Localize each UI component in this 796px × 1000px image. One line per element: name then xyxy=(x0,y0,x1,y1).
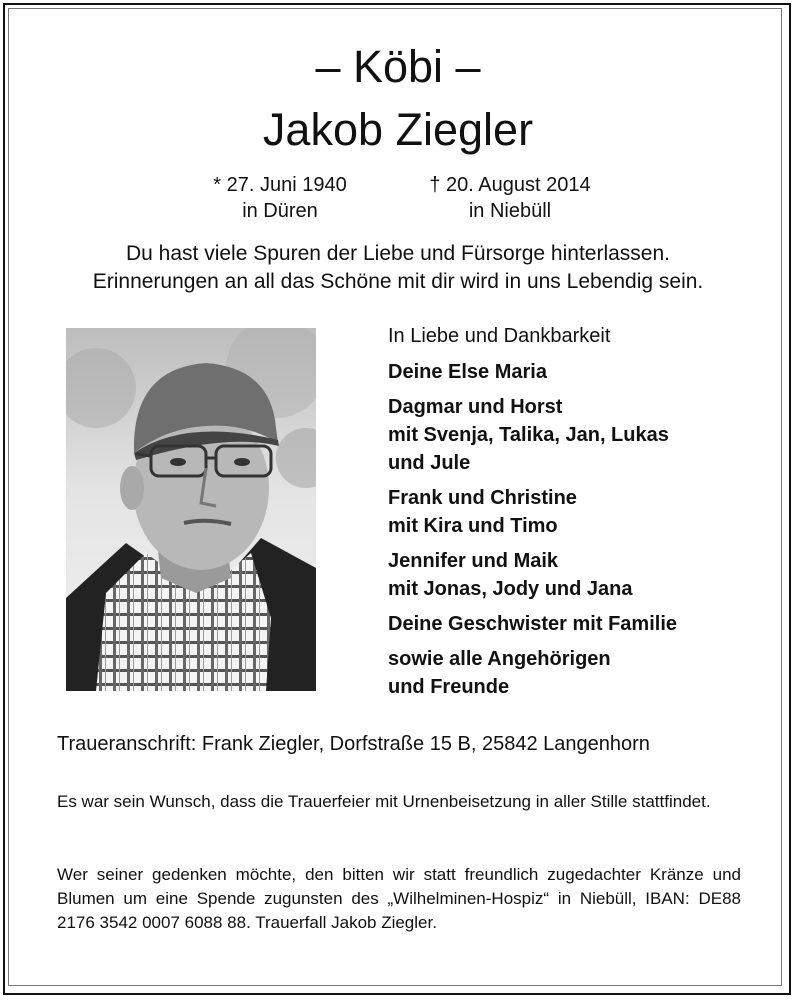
family-line: Deine Else Maria xyxy=(388,361,547,383)
family-group xyxy=(388,645,768,701)
family-group xyxy=(388,358,768,386)
death-place: in Niebüll xyxy=(468,200,552,222)
deceased-name: Jakob Ziegler xyxy=(262,104,534,155)
birth-date: * 27. Juni 1940 xyxy=(213,174,347,196)
birth-place: in Düren xyxy=(242,200,318,222)
family-line: sowie alle Angehörigen xyxy=(388,648,611,670)
verse-line: Du hast viele Spuren der Liebe und Fürsorge hinterlassen. xyxy=(126,242,670,265)
family-line: Deine Geschwister mit Familie xyxy=(388,613,677,635)
family-line: Frank und Christine xyxy=(388,487,577,509)
death-info xyxy=(400,172,620,224)
family-line: und Jule xyxy=(388,452,471,474)
family-group xyxy=(388,610,768,638)
family-group xyxy=(388,547,768,603)
birth-info xyxy=(190,172,370,224)
family-line: mit Jonas, Jody und Jana xyxy=(388,578,633,600)
memorial-verse xyxy=(0,240,796,296)
family-line: und Freunde xyxy=(388,676,510,698)
nickname: – Köbi – xyxy=(315,41,481,92)
family-line: mit Kira und Timo xyxy=(388,515,558,537)
funeral-wish: Es war sein Wunsch, dass die Trauerfeier mit Urnenbeisetzung in aller Stille stattfindet. xyxy=(57,792,711,811)
portrait-photo-image xyxy=(66,328,316,691)
verse-line: Erinnerungen an all das Schöne mit dir wird in uns Lebendig sein. xyxy=(92,270,704,293)
family-group xyxy=(388,484,768,540)
portrait-photo xyxy=(66,328,316,691)
family-line: Dagmar und Horst xyxy=(388,396,563,418)
donation-request: Wer seiner gedenken möchte, den bitten wir statt freundlich zugedachter Kränze und Blumen um eine Spende zugunsten des „Wilhelminen-Hospiz“ in Niebüll, IBAN: DE88 2176 3542 0007 6088 88. Trauerfall Jakob Ziegler. xyxy=(57,865,741,932)
death-date: † 20. August 2014 xyxy=(429,174,591,196)
family-line: mit Svenja, Talika, Jan, Lukas xyxy=(388,424,669,446)
family-list xyxy=(388,322,768,708)
family-intro: In Liebe und Dankbarkeit xyxy=(388,325,611,347)
family-line: Jennifer und Maik xyxy=(388,550,559,572)
mourning-address: Traueranschrift: Frank Ziegler, Dorfstraße 15 B, 25842 Langenhorn xyxy=(57,733,650,755)
family-group xyxy=(388,393,768,477)
